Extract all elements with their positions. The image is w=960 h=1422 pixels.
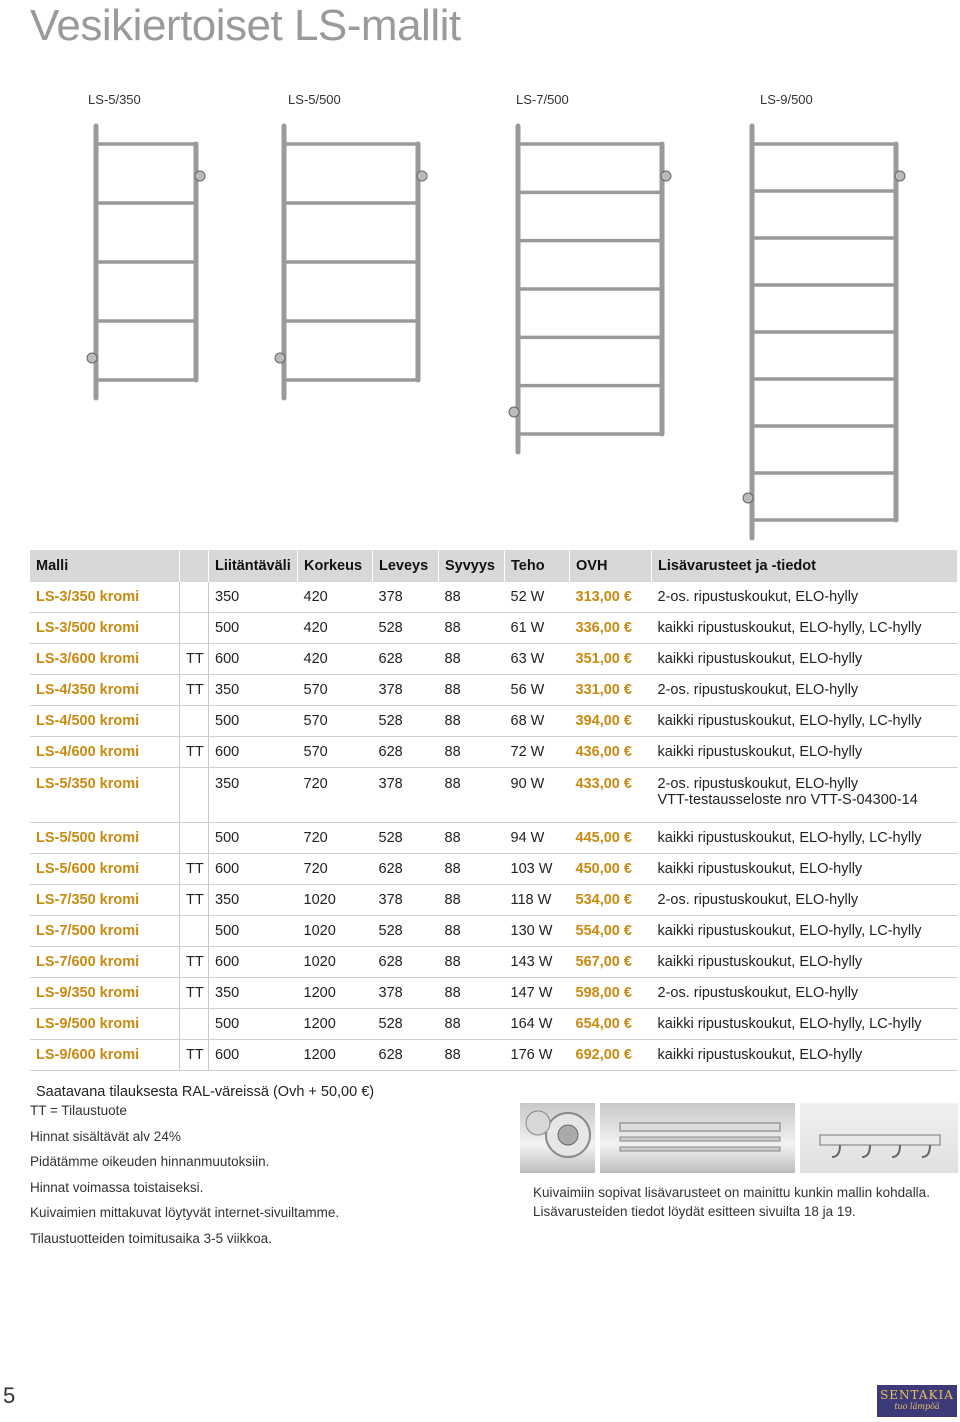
- height-cell: 570: [298, 737, 373, 768]
- width-cell: 528: [373, 706, 439, 737]
- model-cell: LS-3/500 kromi: [30, 613, 180, 644]
- width-cell: 628: [373, 947, 439, 978]
- table-row: [30, 737, 958, 768]
- notes-line: 2-os. ripustuskoukut, ELO-hylly: [657, 985, 859, 1001]
- depth-cell: 88: [439, 823, 505, 854]
- width-cell: 628: [373, 737, 439, 768]
- depth-cell: 88: [439, 768, 505, 823]
- notes-cell: [652, 1040, 958, 1071]
- table-row: [30, 823, 958, 854]
- height-cell: 420: [298, 613, 373, 644]
- price-cell: 598,00 €: [570, 978, 652, 1009]
- model-cell: LS-4/500 kromi: [30, 706, 180, 737]
- accessory-note: [533, 1183, 930, 1221]
- model-cell: LS-9/350 kromi: [30, 978, 180, 1009]
- notes-line: 2-os. ripustuskoukut, ELO-hylly: [657, 682, 859, 698]
- table-row: [30, 885, 958, 916]
- notes-line: kaikki ripustuskoukut, ELO-hylly: [657, 744, 863, 760]
- notes-line: kaikki ripustuskoukut, ELO-hylly: [657, 861, 863, 877]
- height-cell: 1200: [298, 1009, 373, 1040]
- tt-cell: TT: [180, 675, 209, 706]
- power-cell: 68 W: [505, 706, 570, 737]
- model-cell: LS-4/350 kromi: [30, 675, 180, 706]
- depth-cell: 88: [439, 582, 505, 613]
- spacing-cell: 500: [209, 706, 298, 737]
- width-cell: 378: [373, 768, 439, 823]
- model-label: LS-9/500: [760, 92, 813, 107]
- ral-note: Saatavana tilauksesta RAL-väreissä (Ovh + 50,00 €): [36, 1084, 375, 1100]
- hook-rail-photo: [800, 1103, 958, 1173]
- notes-cell: [652, 644, 958, 675]
- depth-cell: 88: [439, 706, 505, 737]
- depth-cell: 88: [439, 947, 505, 978]
- height-cell: 1020: [298, 885, 373, 916]
- price-cell: 567,00 €: [570, 947, 652, 978]
- depth-cell: 88: [439, 916, 505, 947]
- column-header: Liitäntäväli: [209, 550, 298, 582]
- notes-cell: [652, 582, 958, 613]
- notes-cell: [652, 737, 958, 768]
- width-cell: 378: [373, 885, 439, 916]
- brand-logo: [877, 1385, 957, 1417]
- notes-line: kaikki ripustuskoukut, ELO-hylly: [657, 651, 863, 667]
- notes-cell: [652, 1009, 958, 1040]
- tt-cell: [180, 706, 209, 737]
- rack-mount: [743, 493, 753, 503]
- column-header: OVH: [570, 550, 652, 582]
- power-cell: 118 W: [505, 885, 570, 916]
- price-cell: 313,00 €: [570, 582, 652, 613]
- table-row: [30, 582, 958, 613]
- tt-cell: TT: [180, 644, 209, 675]
- footnote: TT = Tilaustuote: [30, 1103, 127, 1118]
- spacing-cell: 350: [209, 768, 298, 823]
- power-cell: 61 W: [505, 613, 570, 644]
- model-label: LS-5/500: [288, 92, 341, 107]
- towel-rack-image: [84, 118, 210, 404]
- footnote: Hinnat voimassa toistaiseksi.: [30, 1179, 204, 1195]
- price-cell: 436,00 €: [570, 737, 652, 768]
- depth-cell: 88: [439, 978, 505, 1009]
- tt-cell: TT: [180, 885, 209, 916]
- notes-line: 2-os. ripustuskoukut, ELO-hylly: [657, 589, 859, 605]
- accessory-line: Kuivaimiin sopivat lisävarusteet on mainittu kunkin mallin kohdalla.: [533, 1185, 930, 1200]
- model-cell: LS-9/600 kromi: [30, 1040, 180, 1071]
- notes-line: kaikki ripustuskoukut, ELO-hylly: [657, 954, 863, 970]
- model-cell: LS-5/350 kromi: [30, 768, 180, 823]
- depth-cell: 88: [439, 854, 505, 885]
- column-header: Lisävarusteet ja -tiedot: [652, 550, 958, 582]
- power-cell: 147 W: [505, 978, 570, 1009]
- width-cell: 528: [373, 823, 439, 854]
- column-header: Korkeus: [298, 550, 373, 582]
- model-cell: LS-9/500 kromi: [30, 1009, 180, 1040]
- power-cell: 56 W: [505, 675, 570, 706]
- page-title: Vesikiertoiset LS-mallit: [30, 1, 461, 50]
- spacing-cell: 350: [209, 978, 298, 1009]
- spacing-cell: 600: [209, 737, 298, 768]
- power-cell: 52 W: [505, 582, 570, 613]
- width-cell: 528: [373, 1009, 439, 1040]
- towel-rack-image: [272, 118, 432, 404]
- power-cell: 130 W: [505, 916, 570, 947]
- tt-cell: TT: [180, 978, 209, 1009]
- column-header: Syvyys: [439, 550, 505, 582]
- table-row: [30, 768, 958, 823]
- column-header: Malli: [30, 550, 180, 582]
- model-cell: LS-3/350 kromi: [30, 582, 180, 613]
- height-cell: 570: [298, 706, 373, 737]
- table-row: [30, 916, 958, 947]
- depth-cell: 88: [439, 1009, 505, 1040]
- width-cell: 378: [373, 978, 439, 1009]
- price-cell: 336,00 €: [570, 613, 652, 644]
- spacing-cell: 600: [209, 1040, 298, 1071]
- height-cell: 720: [298, 823, 373, 854]
- tt-cell: [180, 1009, 209, 1040]
- price-cell: 654,00 €: [570, 1009, 652, 1040]
- price-cell: 351,00 €: [570, 644, 652, 675]
- tt-cell: [180, 582, 209, 613]
- spacing-cell: 350: [209, 675, 298, 706]
- notes-line: kaikki ripustuskoukut, ELO-hylly, LC-hylly: [657, 713, 922, 729]
- spacing-cell: 500: [209, 1009, 298, 1040]
- model-cell: LS-5/500 kromi: [30, 823, 180, 854]
- notes-line: kaikki ripustuskoukut, ELO-hylly: [657, 1047, 863, 1063]
- spec-table: [30, 550, 958, 1107]
- height-cell: 420: [298, 644, 373, 675]
- price-cell: 445,00 €: [570, 823, 652, 854]
- notes-cell: [652, 916, 958, 947]
- footnote: Hinnat sisältävät alv 24%: [30, 1128, 181, 1144]
- spacing-cell: 600: [209, 854, 298, 885]
- spacing-cell: 500: [209, 613, 298, 644]
- model-label: LS-5/350: [88, 92, 141, 107]
- table-row: [30, 644, 958, 675]
- model-cell: LS-7/500 kromi: [30, 916, 180, 947]
- spacing-cell: 350: [209, 885, 298, 916]
- tt-cell: TT: [180, 854, 209, 885]
- valve-photo: [520, 1103, 595, 1173]
- power-cell: 164 W: [505, 1009, 570, 1040]
- footnotes: [30, 1098, 339, 1251]
- model-cell: LS-3/600 kromi: [30, 644, 180, 675]
- depth-cell: 88: [439, 1040, 505, 1071]
- depth-cell: 88: [439, 613, 505, 644]
- towel-rack-image: [506, 118, 676, 458]
- tt-cell: [180, 613, 209, 644]
- notes-line: 2-os. ripustuskoukut, ELO-hylly: [657, 776, 859, 792]
- power-cell: 90 W: [505, 768, 570, 823]
- tt-cell: [180, 823, 209, 854]
- notes-line: kaikki ripustuskoukut, ELO-hylly, LC-hylly: [657, 830, 922, 846]
- power-cell: 94 W: [505, 823, 570, 854]
- width-cell: 628: [373, 854, 439, 885]
- model-cell: LS-7/600 kromi: [30, 947, 180, 978]
- towel-rack-image: [740, 118, 910, 544]
- model-label: LS-7/500: [516, 92, 569, 107]
- depth-cell: 88: [439, 737, 505, 768]
- table-row: [30, 978, 958, 1009]
- depth-cell: 88: [439, 885, 505, 916]
- price-cell: 394,00 €: [570, 706, 652, 737]
- height-cell: 720: [298, 768, 373, 823]
- rack-mount: [87, 353, 97, 363]
- spacing-cell: 500: [209, 823, 298, 854]
- notes-cell: [652, 768, 958, 823]
- notes-cell: [652, 885, 958, 916]
- width-cell: 628: [373, 644, 439, 675]
- rack-mount: [661, 171, 671, 181]
- notes-cell: [652, 675, 958, 706]
- model-cell: LS-7/350 kromi: [30, 885, 180, 916]
- width-cell: 378: [373, 582, 439, 613]
- table-row: [30, 675, 958, 706]
- table-row: [30, 1040, 958, 1071]
- price-cell: 692,00 €: [570, 1040, 652, 1071]
- column-header: Teho: [505, 550, 570, 582]
- tt-cell: TT: [180, 947, 209, 978]
- spacing-cell: 600: [209, 644, 298, 675]
- notes-cell: [652, 823, 958, 854]
- rack-mount: [509, 407, 519, 417]
- price-cell: 534,00 €: [570, 885, 652, 916]
- depth-cell: 88: [439, 644, 505, 675]
- page-number: 5: [3, 1383, 16, 1408]
- tt-cell: TT: [180, 737, 209, 768]
- table-header-row: [30, 550, 958, 582]
- accessory-line: Lisävarusteiden tiedot löydät esitteen sivuilta 18 ja 19.: [533, 1204, 856, 1219]
- table-row: [30, 706, 958, 737]
- notes-cell: [652, 854, 958, 885]
- notes-cell: [652, 947, 958, 978]
- width-cell: 378: [373, 675, 439, 706]
- price-cell: 433,00 €: [570, 768, 652, 823]
- shelf-photo: [600, 1103, 795, 1173]
- height-cell: 420: [298, 582, 373, 613]
- power-cell: 143 W: [505, 947, 570, 978]
- width-cell: 528: [373, 916, 439, 947]
- footnote: Kuivaimien mittakuvat löytyvät internet-sivuiltamme.: [30, 1205, 340, 1220]
- width-cell: 528: [373, 613, 439, 644]
- height-cell: 1020: [298, 947, 373, 978]
- table-row: [30, 947, 958, 978]
- notes-line: kaikki ripustuskoukut, ELO-hylly, LC-hylly: [657, 923, 922, 939]
- column-header: Leveys: [373, 550, 439, 582]
- model-cell: LS-4/600 kromi: [30, 737, 180, 768]
- height-cell: 1200: [298, 978, 373, 1009]
- height-cell: 1200: [298, 1040, 373, 1071]
- notes-cell: [652, 706, 958, 737]
- price-cell: 450,00 €: [570, 854, 652, 885]
- notes-cell: [652, 613, 958, 644]
- price-cell: 331,00 €: [570, 675, 652, 706]
- notes-line: 2-os. ripustuskoukut, ELO-hylly: [657, 892, 859, 908]
- table-row: [30, 1009, 958, 1040]
- table-row: [30, 613, 958, 644]
- notes-line: kaikki ripustuskoukut, ELO-hylly, LC-hylly: [657, 620, 922, 636]
- tt-cell: TT: [180, 1040, 209, 1071]
- logo-brand: SENTAKIA: [880, 1388, 954, 1402]
- power-cell: 103 W: [505, 854, 570, 885]
- spacing-cell: 350: [209, 582, 298, 613]
- column-header: [180, 550, 209, 582]
- spacing-cell: 500: [209, 916, 298, 947]
- logo-tagline: tuo lämpöä: [894, 1402, 940, 1411]
- price-cell: 554,00 €: [570, 916, 652, 947]
- notes-line: kaikki ripustuskoukut, ELO-hylly, LC-hylly: [657, 1016, 922, 1032]
- rack-mount: [895, 171, 905, 181]
- rack-mount: [195, 171, 205, 181]
- rack-mount: [275, 353, 285, 363]
- table-row: [30, 854, 958, 885]
- tt-cell: [180, 768, 209, 823]
- spacing-cell: 600: [209, 947, 298, 978]
- depth-cell: 88: [439, 675, 505, 706]
- height-cell: 720: [298, 854, 373, 885]
- power-cell: 72 W: [505, 737, 570, 768]
- width-cell: 628: [373, 1040, 439, 1071]
- power-cell: 63 W: [505, 644, 570, 675]
- height-cell: 1020: [298, 916, 373, 947]
- power-cell: 176 W: [505, 1040, 570, 1071]
- rack-mount: [417, 171, 427, 181]
- tt-cell: [180, 916, 209, 947]
- footnote: Tilaustuotteiden toimitusaika 3-5 viikkoa.: [30, 1230, 272, 1246]
- footnote: Pidätämme oikeuden hinnanmuutoksiin.: [30, 1154, 270, 1169]
- notes-cell: [652, 978, 958, 1009]
- height-cell: 570: [298, 675, 373, 706]
- model-cell: LS-5/600 kromi: [30, 854, 180, 885]
- notes-line: VTT-testausseloste nro VTT-S-04300-14: [657, 792, 918, 808]
